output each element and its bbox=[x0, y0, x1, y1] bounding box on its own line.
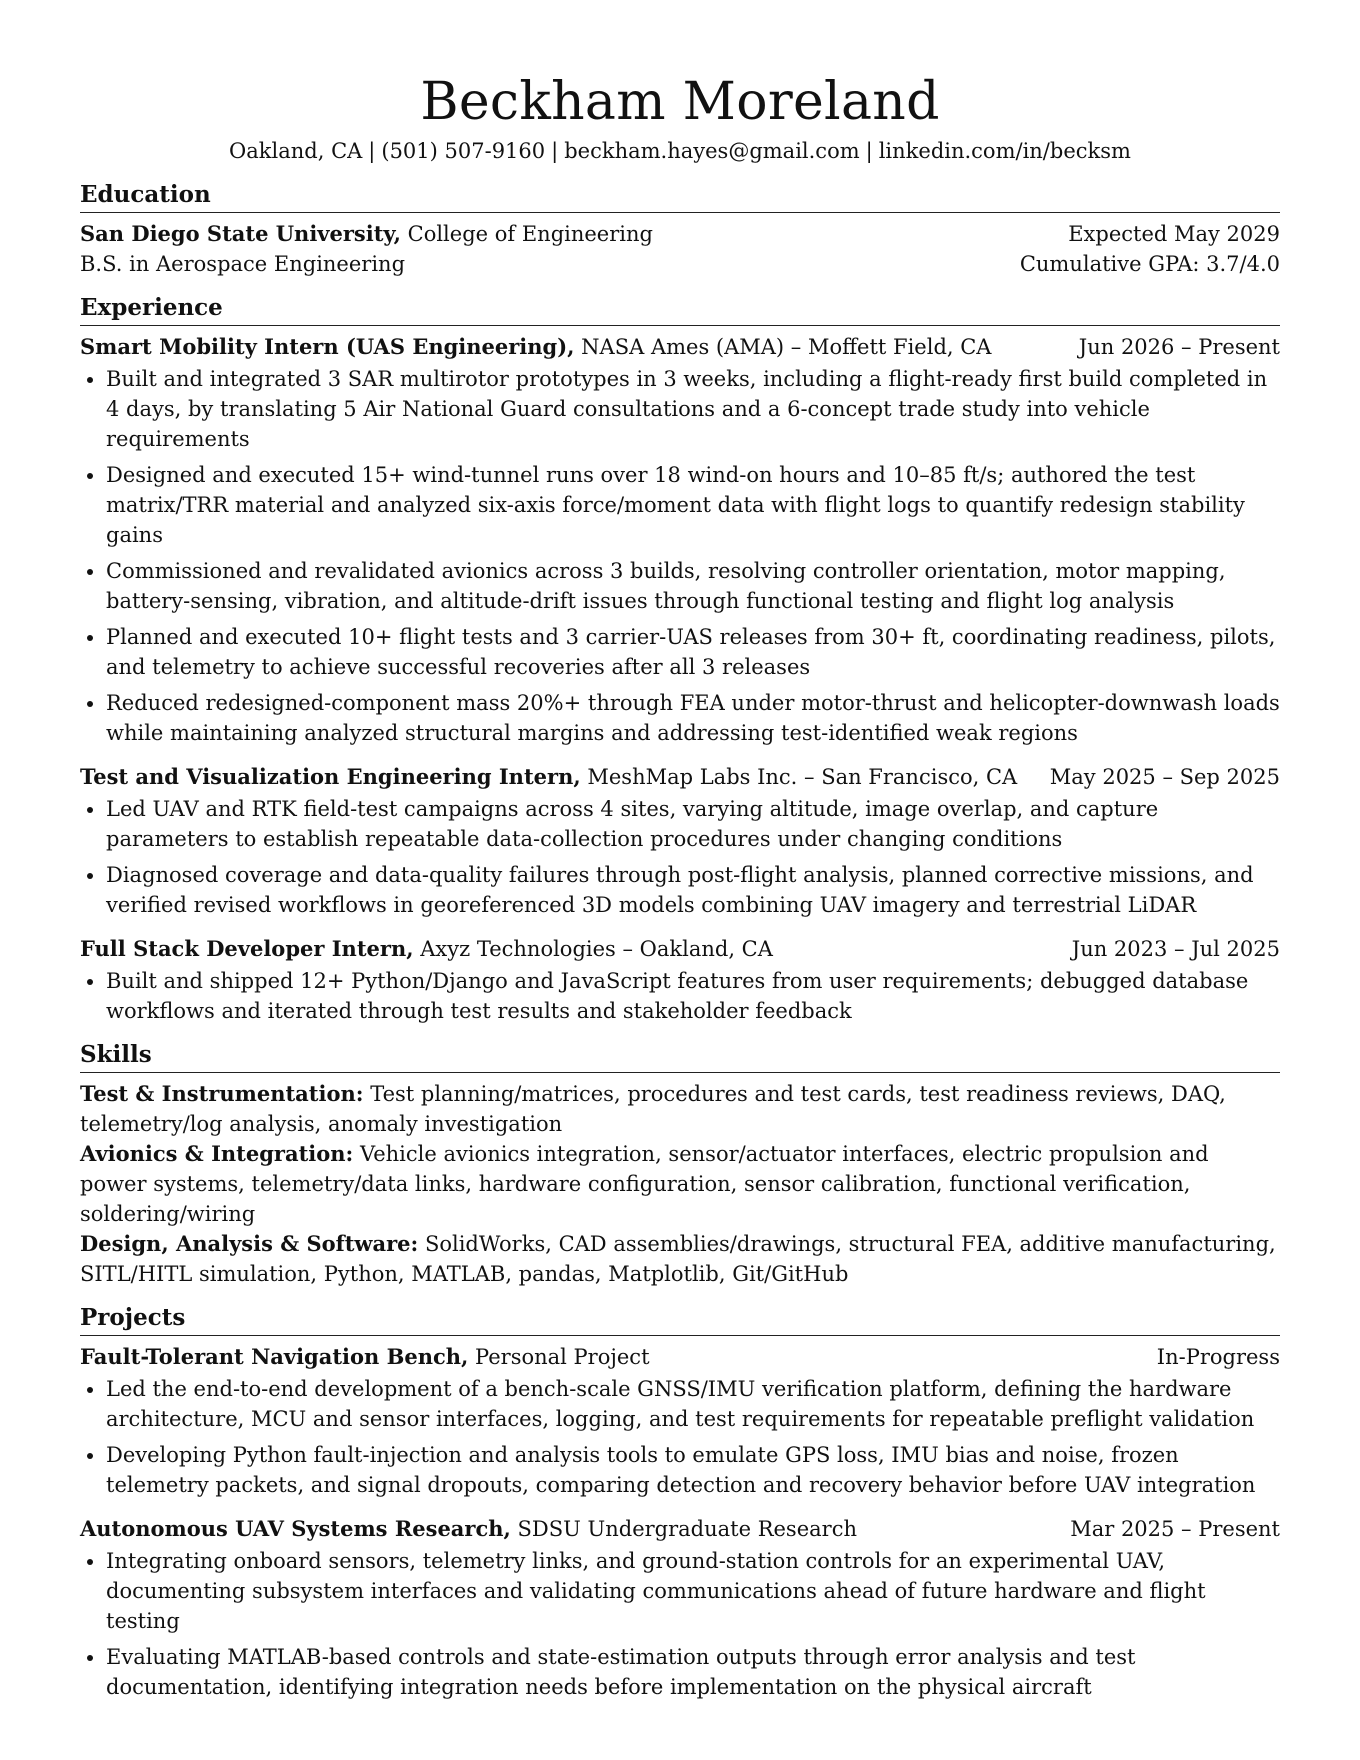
job-date: Jun 2026 – Present bbox=[1078, 335, 1280, 359]
section-title-experience: Experience bbox=[80, 293, 1280, 326]
job-bullets bbox=[80, 794, 1280, 920]
education-date: Expected May 2029 bbox=[1068, 222, 1280, 246]
skill-line bbox=[80, 1079, 1280, 1139]
bullet-item: Commissioned and revalidated avionics across 3 builds, resolving controller orientation, motor mapping, battery-sensing, vibration, and altitude-drift issues through functional testing and flight log analysis bbox=[80, 556, 1280, 616]
skill-text: Test planning/matrices, procedures and test cards, test readiness reviews, DAQ, telemetry/log analysis, anomaly investigation bbox=[80, 1082, 1226, 1136]
education-section bbox=[80, 180, 1280, 279]
contact-phone: (501) 507-9160 bbox=[381, 139, 546, 163]
job-org: MeshMap Labs Inc. – San Francisco, CA bbox=[587, 765, 1018, 789]
skill-line bbox=[80, 1139, 1280, 1229]
contact-separator: | bbox=[368, 139, 376, 163]
gpa: Cumulative GPA: 3.7/4.0 bbox=[1019, 252, 1280, 276]
job-org: NASA Ames (AMA) – Moffett Field, CA bbox=[581, 335, 992, 359]
section-title-projects: Projects bbox=[80, 1303, 1280, 1336]
skill-label: Design, Analysis & Software: bbox=[80, 1231, 419, 1256]
college-name: College of Engineering bbox=[407, 222, 653, 246]
project-header-row bbox=[80, 1342, 1280, 1372]
experience-header-row bbox=[80, 332, 1280, 362]
education-degree-row bbox=[80, 249, 1280, 279]
project-org: SDSU Undergraduate Research bbox=[517, 1517, 857, 1541]
job-org: Axyz Technologies – Oakland, CA bbox=[420, 937, 773, 961]
bullet-item: Designed and executed 15+ wind-tunnel runs over 18 wind-on hours and 10–85 ft/s; authored the test matrix/TRR material and analyzed six-axis force/moment data with flight logs to quantify redesign stability gains bbox=[80, 460, 1280, 550]
bullet-item: Planned and executed 10+ flight tests and 3 carrier-UAS releases from 30+ ft, coordinating readiness, pilots, and telemetry to achieve successful recoveries after all 3 releases bbox=[80, 622, 1280, 682]
project-bullets bbox=[80, 1374, 1280, 1500]
project-entry bbox=[80, 1342, 1280, 1500]
contact-email[interactable]: beckham.hayes@gmail.com bbox=[564, 139, 860, 163]
skill-label: Test & Instrumentation: bbox=[80, 1081, 364, 1106]
project-org: Personal Project bbox=[475, 1345, 650, 1369]
skill-line bbox=[80, 1229, 1280, 1289]
bullet-item: Diagnosed coverage and data-quality failures through post-flight analysis, planned corrective missions, and verified revised workflows in georeferenced 3D models combining UAV imagery and terrestrial LiDAR bbox=[80, 860, 1280, 920]
job-role: Test and Visualization Engineering Intern, bbox=[80, 764, 581, 789]
candidate-name: Beckham Moreland bbox=[420, 72, 940, 132]
skill-text: Vehicle avionics integration, sensor/actuator interfaces, electric propulsion and power systems, telemetry/data links, hardware configuration, sensor calibration, functional verification, soldering/wiring bbox=[80, 1142, 1209, 1226]
skill-label: Avionics & Integration: bbox=[80, 1141, 354, 1166]
job-date: May 2025 – Sep 2025 bbox=[1049, 765, 1280, 789]
experience-entry bbox=[80, 762, 1280, 920]
contact-separator: | bbox=[865, 139, 873, 163]
project-date: Mar 2025 – Present bbox=[1070, 1517, 1280, 1541]
contact-separator: | bbox=[551, 139, 559, 163]
section-title-skills: Skills bbox=[80, 1040, 1280, 1073]
bullet-item: Led UAV and RTK field-test campaigns across 4 sites, varying altitude, image overlap, and capture parameters to establish repeatable data-collection procedures under changing conditions bbox=[80, 794, 1280, 854]
section-title-education: Education bbox=[80, 180, 1280, 213]
bullet-item: Reduced redesigned-component mass 20%+ through FEA under motor-thrust and helicopter-downwash loads while maintaining analyzed structural margins and addressing test-identified weak regions bbox=[80, 688, 1280, 748]
projects-section bbox=[80, 1303, 1280, 1702]
project-entry bbox=[80, 1514, 1280, 1702]
project-header-row bbox=[80, 1514, 1280, 1544]
skill-text: SolidWorks, CAD assemblies/drawings, structural FEA, additive manufacturing, SITL/HITL simulation, Python, MATLAB, pandas, Matplotlib, Git/GitHub bbox=[80, 1232, 1276, 1286]
degree: B.S. in Aerospace Engineering bbox=[80, 252, 406, 276]
experience-header-row bbox=[80, 762, 1280, 792]
project-name: Fault-Tolerant Navigation Bench, bbox=[80, 1344, 469, 1369]
skills-section bbox=[80, 1040, 1280, 1289]
school-name: San Diego State University, bbox=[80, 221, 401, 246]
project-name: Autonomous UAV Systems Research, bbox=[80, 1516, 511, 1541]
education-school-row bbox=[80, 219, 1280, 249]
job-role: Smart Mobility Intern (UAS Engineering), bbox=[80, 334, 575, 359]
job-role: Full Stack Developer Intern, bbox=[80, 936, 414, 961]
contact-linkedin[interactable]: linkedin.com/in/becksm bbox=[878, 139, 1131, 163]
job-bullets bbox=[80, 966, 1280, 1026]
bullet-item: Evaluating MATLAB-based controls and state-estimation outputs through error analysis and test documentation, identifying integration needs before implementation on the physical aircraft bbox=[80, 1642, 1280, 1702]
job-bullets bbox=[80, 364, 1280, 748]
project-date: In-Progress bbox=[1156, 1345, 1280, 1369]
bullet-item: Developing Python fault-injection and analysis tools to emulate GPS loss, IMU bias and noise, frozen telemetry packets, and signal dropouts, comparing detection and recovery behavior before UAV integration bbox=[80, 1440, 1280, 1500]
job-date: Jun 2023 – Jul 2025 bbox=[1071, 937, 1280, 961]
project-bullets bbox=[80, 1546, 1280, 1702]
bullet-item: Led the end-to-end development of a bench-scale GNSS/IMU verification platform, defining the hardware architecture, MCU and sensor interfaces, logging, and test requirements for repeatable preflight validation bbox=[80, 1374, 1280, 1434]
experience-entry bbox=[80, 934, 1280, 1026]
bullet-item: Built and shipped 12+ Python/Django and JavaScript features from user requirements; debugged database workflows and iterated through test results and stakeholder feedback bbox=[80, 966, 1280, 1026]
experience-entry bbox=[80, 332, 1280, 748]
bullet-item: Integrating onboard sensors, telemetry links, and ground-station controls for an experimental UAV, documenting subsystem interfaces and validating communications ahead of future hardware and flight testing bbox=[80, 1546, 1280, 1636]
contact-location: Oakland, CA bbox=[229, 139, 363, 163]
contact-line bbox=[80, 136, 1280, 166]
bullet-item: Built and integrated 3 SAR multirotor prototypes in 3 weeks, including a flight-ready first build completed in 4 days, by translating 5 Air National Guard consultations and a 6-concept trade study into vehicle requirements bbox=[80, 364, 1280, 454]
experience-section bbox=[80, 293, 1280, 1026]
experience-header-row bbox=[80, 934, 1280, 964]
